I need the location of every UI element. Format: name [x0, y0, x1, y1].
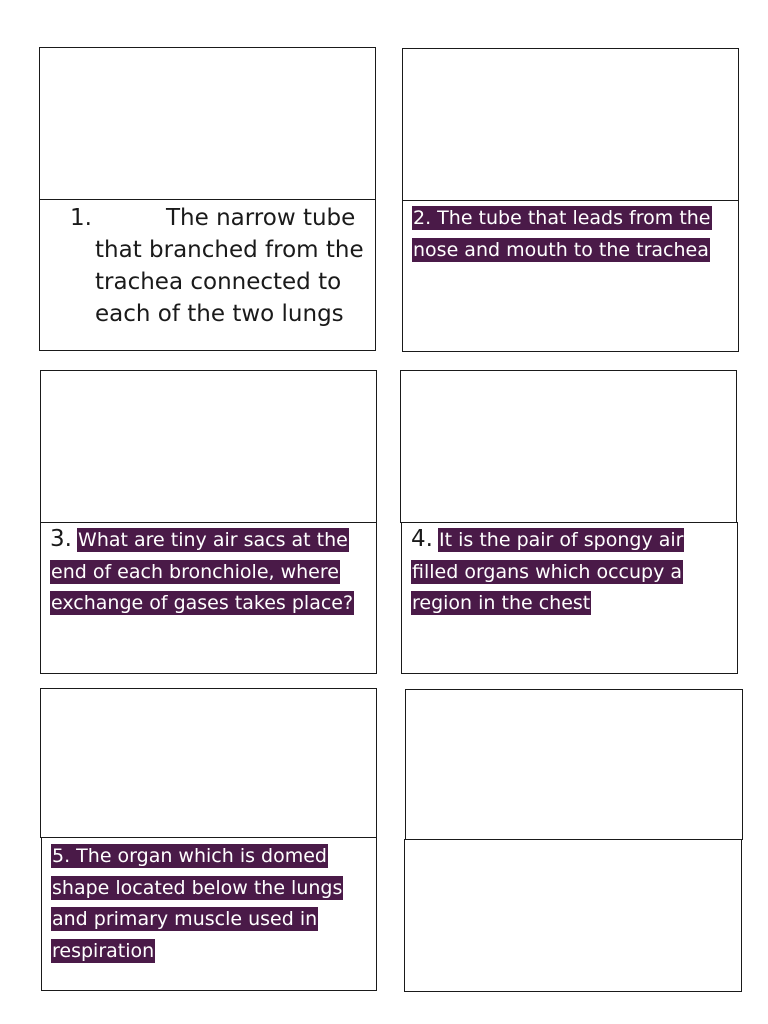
- question-3-text: What are tiny air sacs at the end of each bronchiole, where exchange of gases takes place?: [51, 529, 354, 615]
- question-card-6: [404, 839, 742, 992]
- question-3-number: 3.: [50, 526, 72, 552]
- question-4: [411, 525, 721, 620]
- question-5-text: 5. The organ which is domed shape located below the lungs and primary muscle used in respiration: [52, 845, 343, 962]
- image-box-5: [40, 688, 377, 838]
- image-box-2: [402, 48, 739, 201]
- question-1: [70, 202, 370, 330]
- question-4-text: It is the pair of spongy air filled organs which occupy a region in the chest: [412, 529, 684, 615]
- question-3: [50, 525, 360, 620]
- question-card-4: [401, 522, 738, 674]
- question-card-5: [41, 837, 377, 991]
- question-1-number: 1.: [70, 205, 92, 231]
- image-box-3: [40, 370, 377, 523]
- question-4-number: 4.: [411, 526, 433, 552]
- question-card-2: [402, 200, 739, 352]
- question-2-text: 2. The tube that leads from the nose and mouth to the trachea: [413, 207, 711, 261]
- image-box-1: [39, 47, 376, 200]
- image-box-4: [400, 370, 737, 523]
- image-box-6: [405, 689, 743, 840]
- question-5: [51, 841, 351, 967]
- question-2: [412, 203, 722, 266]
- question-card-1: [39, 199, 376, 351]
- question-1-text: The narrow tube that branched from the trachea connected to each of the two lungs: [95, 205, 364, 327]
- question-card-3: [40, 522, 377, 674]
